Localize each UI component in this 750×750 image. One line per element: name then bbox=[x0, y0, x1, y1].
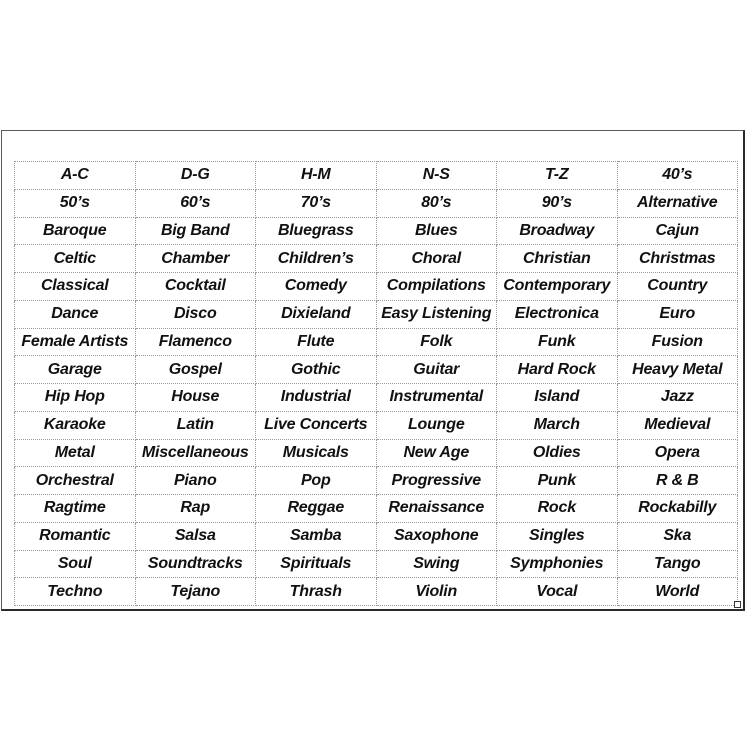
genre-cell[interactable]: Euro bbox=[617, 300, 738, 328]
genre-cell[interactable]: Techno bbox=[15, 578, 136, 606]
genre-cell[interactable]: 90’s bbox=[497, 189, 618, 217]
genre-cell[interactable]: Jazz bbox=[617, 384, 738, 412]
genre-cell[interactable]: Piano bbox=[135, 467, 256, 495]
genre-cell[interactable]: Tejano bbox=[135, 578, 256, 606]
genre-cell[interactable]: Ragtime bbox=[15, 495, 136, 523]
genre-cell[interactable]: Tango bbox=[617, 550, 738, 578]
genre-cell[interactable]: Soul bbox=[15, 550, 136, 578]
genre-cell[interactable]: A-C bbox=[15, 162, 136, 190]
genre-row bbox=[15, 550, 738, 578]
genre-cell[interactable]: Pop bbox=[256, 467, 377, 495]
genre-cell[interactable]: Comedy bbox=[256, 273, 377, 301]
genre-cell[interactable]: Flute bbox=[256, 328, 377, 356]
genre-row bbox=[15, 578, 738, 606]
genre-row bbox=[15, 439, 738, 467]
genre-cell[interactable]: Medieval bbox=[617, 411, 738, 439]
genre-cell[interactable]: Disco bbox=[135, 300, 256, 328]
genre-cell[interactable]: 50’s bbox=[15, 189, 136, 217]
genre-row bbox=[15, 189, 738, 217]
genre-cell[interactable]: Broadway bbox=[497, 217, 618, 245]
genre-cell[interactable]: Reggae bbox=[256, 495, 377, 523]
genre-cell[interactable]: Gothic bbox=[256, 356, 377, 384]
genre-cell[interactable]: Vocal bbox=[497, 578, 618, 606]
genre-cell[interactable]: Country bbox=[617, 273, 738, 301]
genre-row bbox=[15, 217, 738, 245]
genre-cell[interactable]: H-M bbox=[256, 162, 377, 190]
genre-cell[interactable]: Industrial bbox=[256, 384, 377, 412]
genre-cell[interactable]: Singles bbox=[497, 522, 618, 550]
genre-cell[interactable]: Soundtracks bbox=[135, 550, 256, 578]
genre-cell[interactable]: Island bbox=[497, 384, 618, 412]
genre-cell[interactable]: Electronica bbox=[497, 300, 618, 328]
genre-cell[interactable]: Folk bbox=[376, 328, 497, 356]
genre-cell[interactable]: Saxophone bbox=[376, 522, 497, 550]
genre-cell[interactable]: Rock bbox=[497, 495, 618, 523]
genre-cell[interactable]: Big Band bbox=[135, 217, 256, 245]
genre-cell[interactable]: Guitar bbox=[376, 356, 497, 384]
genre-cell[interactable]: Bluegrass bbox=[256, 217, 377, 245]
genre-row bbox=[15, 495, 738, 523]
genre-row bbox=[15, 411, 738, 439]
genre-cell[interactable]: Christian bbox=[497, 245, 618, 273]
genre-cell[interactable]: Renaissance bbox=[376, 495, 497, 523]
genre-cell[interactable]: Dixieland bbox=[256, 300, 377, 328]
genre-cell[interactable]: Christmas bbox=[617, 245, 738, 273]
genre-row bbox=[15, 245, 738, 273]
genre-cell[interactable]: Hip Hop bbox=[15, 384, 136, 412]
genre-cell[interactable]: Opera bbox=[617, 439, 738, 467]
genre-cell[interactable]: Rockabilly bbox=[617, 495, 738, 523]
genre-cell[interactable]: March bbox=[497, 411, 618, 439]
genre-row bbox=[15, 522, 738, 550]
genre-cell[interactable]: House bbox=[135, 384, 256, 412]
genre-cell[interactable]: Rap bbox=[135, 495, 256, 523]
genre-cell[interactable]: Cocktail bbox=[135, 273, 256, 301]
genre-cell[interactable]: Flamenco bbox=[135, 328, 256, 356]
genre-cell[interactable]: Compilations bbox=[376, 273, 497, 301]
genre-cell[interactable]: D-G bbox=[135, 162, 256, 190]
genre-cell[interactable]: N-S bbox=[376, 162, 497, 190]
genre-cell[interactable]: Thrash bbox=[256, 578, 377, 606]
genre-cell[interactable]: Contemporary bbox=[497, 273, 618, 301]
genre-cell[interactable]: Chamber bbox=[135, 245, 256, 273]
resize-handle-icon[interactable] bbox=[734, 601, 741, 608]
genre-cell[interactable]: Musicals bbox=[256, 439, 377, 467]
genre-cell[interactable]: Spirituals bbox=[256, 550, 377, 578]
genre-cell[interactable]: 70’s bbox=[256, 189, 377, 217]
genre-cell[interactable]: New Age bbox=[376, 439, 497, 467]
genre-cell[interactable]: Symphonies bbox=[497, 550, 618, 578]
genre-cell[interactable]: Miscellaneous bbox=[135, 439, 256, 467]
genre-cell[interactable]: Samba bbox=[256, 522, 377, 550]
genre-cell[interactable]: Swing bbox=[376, 550, 497, 578]
genre-cell[interactable]: Alternative bbox=[617, 189, 738, 217]
genre-cell[interactable]: 40’s bbox=[617, 162, 738, 190]
genre-cell[interactable]: Punk bbox=[497, 467, 618, 495]
genre-cell[interactable]: Choral bbox=[376, 245, 497, 273]
genre-cell[interactable]: T-Z bbox=[497, 162, 618, 190]
genre-cell[interactable]: Gospel bbox=[135, 356, 256, 384]
genre-cell[interactable]: Funk bbox=[497, 328, 618, 356]
genre-cell[interactable]: World bbox=[617, 578, 738, 606]
genre-row bbox=[15, 273, 738, 301]
genre-cell[interactable]: Instrumental bbox=[376, 384, 497, 412]
genre-cell[interactable]: 80’s bbox=[376, 189, 497, 217]
genre-cell[interactable]: Classical bbox=[15, 273, 136, 301]
genre-cell[interactable]: Violin bbox=[376, 578, 497, 606]
genre-cell[interactable]: Easy Listening bbox=[376, 300, 497, 328]
genre-cell[interactable]: R & B bbox=[617, 467, 738, 495]
genre-cell[interactable]: Ska bbox=[617, 522, 738, 550]
genre-row bbox=[15, 467, 738, 495]
genre-cell[interactable]: Garage bbox=[15, 356, 136, 384]
genre-cell[interactable]: Metal bbox=[15, 439, 136, 467]
genre-cell[interactable]: Progressive bbox=[376, 467, 497, 495]
genre-table bbox=[14, 161, 738, 606]
genre-cell[interactable]: Salsa bbox=[135, 522, 256, 550]
genre-cell[interactable]: Live Concerts bbox=[256, 411, 377, 439]
genre-cell[interactable]: Karaoke bbox=[15, 411, 136, 439]
genre-cell[interactable]: Orchestral bbox=[15, 467, 136, 495]
genre-cell[interactable]: Lounge bbox=[376, 411, 497, 439]
genre-row bbox=[15, 300, 738, 328]
genre-cell[interactable]: Latin bbox=[135, 411, 256, 439]
genre-cell[interactable]: Dance bbox=[15, 300, 136, 328]
genre-cell[interactable]: Baroque bbox=[15, 217, 136, 245]
genre-cell[interactable]: 60’s bbox=[135, 189, 256, 217]
genre-row bbox=[15, 328, 738, 356]
genre-cell[interactable]: Oldies bbox=[497, 439, 618, 467]
genre-cell[interactable]: Blues bbox=[376, 217, 497, 245]
genre-row bbox=[15, 356, 738, 384]
genre-cell[interactable]: Hard Rock bbox=[497, 356, 618, 384]
genre-cell[interactable]: Female Artists bbox=[15, 328, 136, 356]
genre-row bbox=[15, 162, 738, 190]
genre-cell[interactable]: Children’s bbox=[256, 245, 377, 273]
genre-cell[interactable]: Fusion bbox=[617, 328, 738, 356]
genre-row bbox=[15, 384, 738, 412]
genre-cell[interactable]: Romantic bbox=[15, 522, 136, 550]
genre-cell[interactable]: Heavy Metal bbox=[617, 356, 738, 384]
genre-cell[interactable]: Cajun bbox=[617, 217, 738, 245]
genre-panel bbox=[1, 130, 745, 611]
genre-cell[interactable]: Celtic bbox=[15, 245, 136, 273]
genre-table-body bbox=[15, 162, 738, 606]
